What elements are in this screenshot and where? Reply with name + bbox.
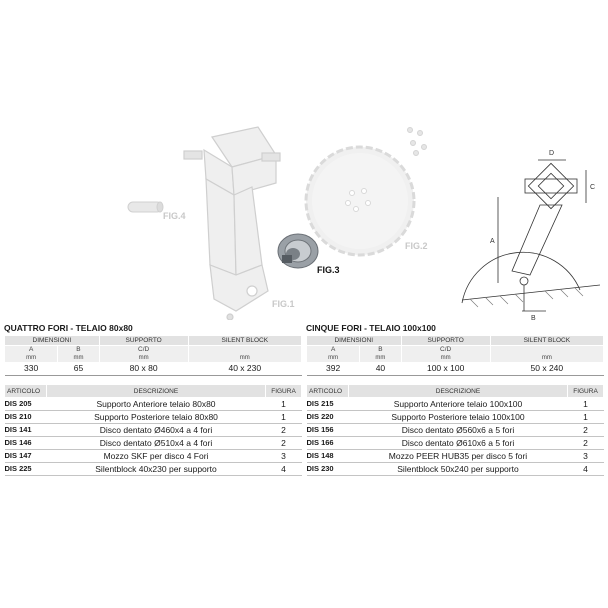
- part-description: Mozzo PEER HUB35 per disco 5 fori: [349, 450, 568, 463]
- value-silent: 50 x 240: [490, 362, 603, 376]
- part-figure: 1: [266, 398, 302, 411]
- sub-b: B: [58, 346, 99, 355]
- unit-silent: mm: [188, 354, 301, 362]
- unit-b: mm: [58, 354, 99, 362]
- header-dimensioni: DIMENSIONI: [5, 336, 100, 346]
- part-description: Disco dentato Ø610x6 a 5 fori: [349, 437, 568, 450]
- unit-a: mm: [5, 354, 58, 362]
- part-description: Disco dentato Ø510x4 a 4 fori: [47, 437, 266, 450]
- table-row: [307, 463, 604, 476]
- table-row: [307, 398, 604, 411]
- table-row: [5, 450, 302, 463]
- unit-cd: mm: [401, 354, 490, 362]
- value-cd: 100 x 100: [401, 362, 490, 376]
- part-code: DIS 220: [307, 411, 349, 424]
- fig4-label: FIG.4: [163, 211, 186, 221]
- hub-drawing: [278, 234, 318, 268]
- header-supporto: SUPPORTO: [401, 336, 490, 346]
- part-figure: 2: [568, 424, 604, 437]
- part-figure: 2: [266, 424, 302, 437]
- part-figure: 2: [266, 437, 302, 450]
- part-code: DIS 210: [5, 411, 47, 424]
- header-figura: FIGURA: [568, 385, 604, 398]
- part-code: DIS 147: [5, 450, 47, 463]
- parts-table: [306, 384, 604, 476]
- dimensions-table: [306, 335, 604, 376]
- sub-empty: [490, 346, 603, 355]
- product-illustration: [0, 115, 608, 320]
- dim-label-c: C: [590, 184, 596, 191]
- part-figure: 3: [266, 450, 302, 463]
- header-figura: FIGURA: [266, 385, 302, 398]
- value-cd: 80 x 80: [99, 362, 188, 376]
- part-code: DIS 141: [5, 424, 47, 437]
- table-row: [5, 411, 302, 424]
- fig3-label: FIG.3: [317, 265, 340, 275]
- dim-label-b: B: [531, 315, 536, 320]
- part-description: Mozzo SKF per disco 4 Fori: [47, 450, 266, 463]
- part-figure: 3: [568, 450, 604, 463]
- part-description: Disco dentato Ø460x4 a 4 fori: [47, 424, 266, 437]
- header-articolo: ARTICOLO: [307, 385, 349, 398]
- section-title: CINQUE FORI - TELAIO 100x100: [306, 323, 436, 333]
- header-dimensioni: DIMENSIONI: [307, 336, 402, 346]
- header-descrizione: DESCRIZIONE: [349, 385, 568, 398]
- part-figure: 2: [568, 437, 604, 450]
- value-b: 65: [58, 362, 99, 376]
- unit-b: mm: [360, 354, 401, 362]
- part-code: DIS 166: [307, 437, 349, 450]
- sub-cd: C/D: [401, 346, 490, 355]
- header-supporto: SUPPORTO: [99, 336, 188, 346]
- header-articolo: ARTICOLO: [5, 385, 47, 398]
- table-row: [5, 424, 302, 437]
- value-a: 330: [5, 362, 58, 376]
- table-row: [5, 437, 302, 450]
- part-figure: 4: [266, 463, 302, 476]
- part-description: Supporto Anteriore telaio 80x80: [47, 398, 266, 411]
- part-code: DIS 156: [307, 424, 349, 437]
- dim-label-a: A: [490, 238, 495, 245]
- four-hole-section: [4, 322, 302, 476]
- illustration-svg: [0, 115, 608, 320]
- value-silent: 40 x 230: [188, 362, 301, 376]
- sub-a: A: [307, 346, 360, 355]
- section-title: QUATTRO FORI - TELAIO 80x80: [4, 323, 133, 333]
- dim-label-d: D: [549, 150, 555, 157]
- part-description: Supporto Anteriore telaio 100x100: [349, 398, 568, 411]
- fig1-label: FIG.1: [272, 299, 295, 309]
- table-row: [307, 437, 604, 450]
- part-description: Silentblock 50x240 per supporto: [349, 463, 568, 476]
- part-figure: 1: [568, 398, 604, 411]
- part-code: DIS 205: [5, 398, 47, 411]
- table-row: [307, 411, 604, 424]
- header-descrizione: DESCRIZIONE: [47, 385, 266, 398]
- header-silent-block: SILENT BLOCK: [188, 336, 301, 346]
- table-row: [5, 398, 302, 411]
- sub-cd: C/D: [99, 346, 188, 355]
- unit-a: mm: [307, 354, 360, 362]
- bolts-drawing: [408, 128, 427, 156]
- sub-empty: [188, 346, 301, 355]
- part-description: Disco dentato Ø560x6 a 5 fori: [349, 424, 568, 437]
- part-figure: 1: [266, 411, 302, 424]
- support-frame-drawing: [184, 127, 280, 320]
- fig2-label: FIG.2: [405, 241, 428, 251]
- part-figure: 1: [568, 411, 604, 424]
- technical-diagram: [462, 160, 600, 311]
- value-b: 40: [360, 362, 401, 376]
- sub-b: B: [360, 346, 401, 355]
- table-row: [307, 450, 604, 463]
- part-code: DIS 148: [307, 450, 349, 463]
- value-a: 392: [307, 362, 360, 376]
- header-silent-block: SILENT BLOCK: [490, 336, 603, 346]
- part-description: Supporto Posteriore telaio 100x100: [349, 411, 568, 424]
- part-code: DIS 215: [307, 398, 349, 411]
- part-code: DIS 230: [307, 463, 349, 476]
- part-figure: 4: [568, 463, 604, 476]
- part-description: Supporto Posteriore telaio 80x80: [47, 411, 266, 424]
- part-code: DIS 146: [5, 437, 47, 450]
- parts-table: [4, 384, 302, 476]
- toothed-disc-drawing: [306, 147, 414, 255]
- part-code: DIS 225: [5, 463, 47, 476]
- table-row: [5, 463, 302, 476]
- silentblock-drawing: [128, 202, 163, 212]
- sub-a: A: [5, 346, 58, 355]
- dimensions-table: [4, 335, 302, 376]
- part-description: Silentblock 40x230 per supporto: [47, 463, 266, 476]
- table-row: [307, 424, 604, 437]
- unit-silent: mm: [490, 354, 603, 362]
- five-hole-section: [306, 322, 604, 476]
- unit-cd: mm: [99, 354, 188, 362]
